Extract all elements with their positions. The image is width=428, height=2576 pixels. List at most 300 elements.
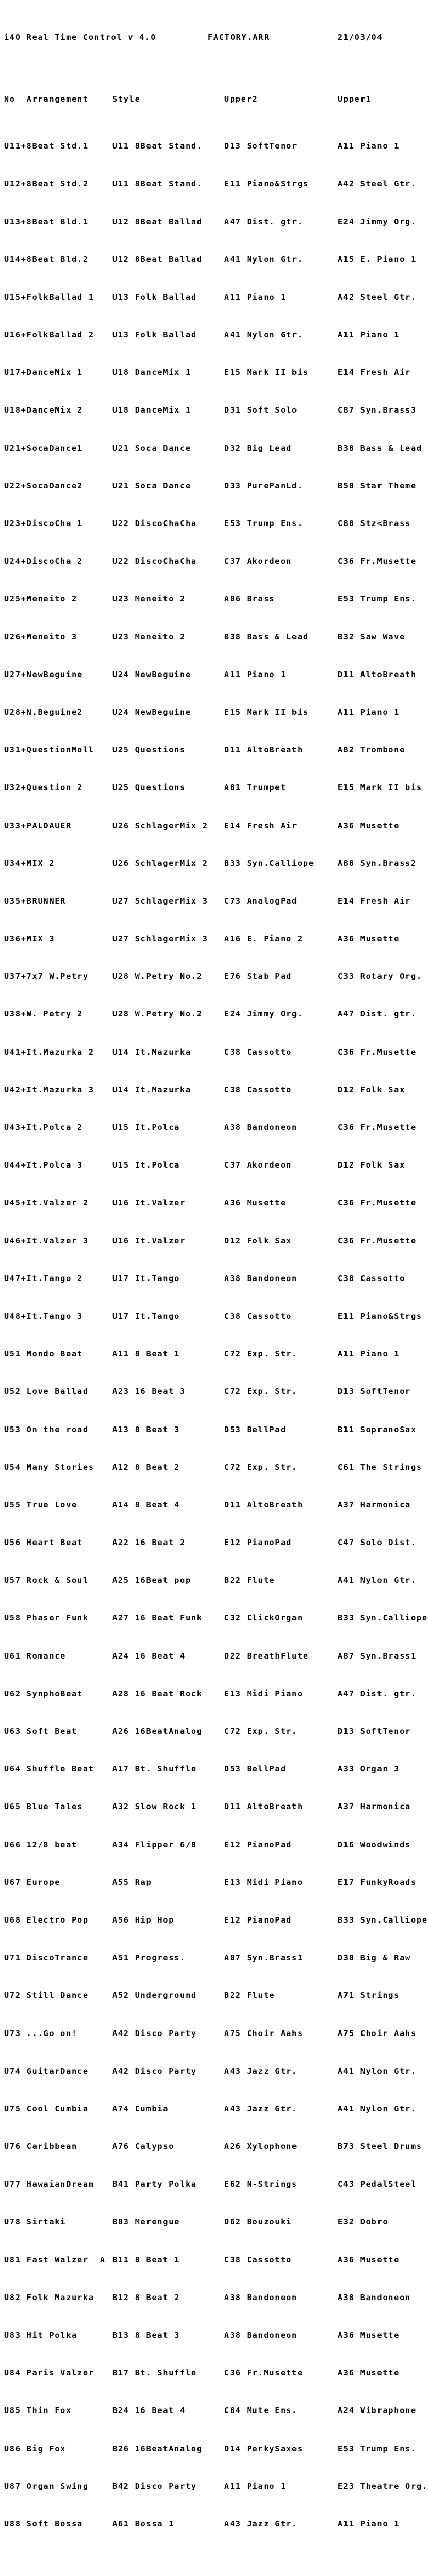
table-row xyxy=(4,708,426,717)
cell-upper2: D11 AltoBreath xyxy=(224,1802,304,1812)
cell-style: U17 It.Tango xyxy=(112,1311,180,1321)
cell-no-arrangement: U18+DanceMix 2 xyxy=(4,405,84,415)
cell-no-arrangement: U13+8Beat Bld.1 xyxy=(4,217,89,226)
table-row xyxy=(4,1274,426,1283)
cell-style: B24 16 Beat 4 xyxy=(112,2406,186,2416)
cell-upper1: A11 Piano 1 xyxy=(338,2519,400,2529)
cell-upper2: A11 Piano 1 xyxy=(224,2481,287,2491)
col-header-no-arrangement: No Arrangement xyxy=(4,94,89,104)
cell-style: U17 It.Tango xyxy=(112,1273,180,1283)
cell-style: A27 16 Beat Funk xyxy=(112,1613,203,1623)
cell-upper2: D22 BreathFlute xyxy=(224,1651,309,1661)
cell-upper2: B22 Flute xyxy=(224,1576,275,1585)
cell-style: B13 8 Beat 3 xyxy=(112,2331,180,2340)
cell-upper2: D12 Folk Sax xyxy=(224,1236,292,1245)
cell-no-arrangement: U53 On the road xyxy=(4,1424,89,1434)
table-row xyxy=(4,2066,426,2076)
cell-upper1: A88 Syn.Brass2 xyxy=(338,858,417,868)
cell-upper1: C61 The Strings xyxy=(338,1462,422,1472)
table-row xyxy=(4,556,426,566)
cell-no-arrangement: U35+BRUNNER xyxy=(4,896,67,906)
table-row xyxy=(4,2179,426,2189)
cell-style: U25 Questions xyxy=(112,745,186,755)
table-row xyxy=(4,896,426,906)
cell-no-arrangement: U61 Romance xyxy=(4,1651,67,1661)
cell-upper1: D12 Folk Sax xyxy=(338,1160,406,1170)
cell-no-arrangement: U42+It.Mazurka 3 xyxy=(4,1085,94,1094)
table-row xyxy=(4,141,426,151)
cell-upper1: A15 E. Piano 1 xyxy=(338,254,417,264)
cell-no-arrangement: U45+It.Valzer 2 xyxy=(4,1198,89,1208)
cell-upper1: E53 Trump Ens. xyxy=(338,594,417,604)
cell-style: U13 Folk Ballad xyxy=(112,292,197,302)
table-row xyxy=(4,2217,426,2226)
cell-style: U22 DiscoChaCha xyxy=(112,556,197,566)
cell-upper2: C72 Exp. Str. xyxy=(224,1727,298,1736)
cell-upper2: E53 Trump Ens. xyxy=(224,519,304,529)
cell-no-arrangement: U84 Paris Valzer xyxy=(4,2368,94,2378)
cell-upper1: C36 Fr.Musette xyxy=(338,556,417,566)
table-row xyxy=(4,255,426,264)
cell-style: U11 8Beat Stand. xyxy=(112,141,203,151)
cell-no-arrangement: U85 Thin Fox xyxy=(4,2406,72,2416)
cell-upper1: C38 Cassotto xyxy=(338,1273,406,1283)
cell-style: U28 W.Petry No.2 xyxy=(112,972,203,981)
cell-style: A34 Flipper 6/8 xyxy=(112,1840,197,1849)
cell-upper1: A36 Musette xyxy=(338,2331,400,2340)
cell-upper2: C38 Cassotto xyxy=(224,2255,292,2265)
cell-style: B26 16BeatAnalog xyxy=(112,2443,203,2453)
cell-style: A42 Disco Party xyxy=(112,2028,197,2038)
table-row xyxy=(4,1878,426,1887)
cell-no-arrangement: U87 Organ Swing xyxy=(4,2481,89,2491)
cell-no-arrangement: U76 Caribbean xyxy=(4,2142,78,2152)
cell-no-arrangement: U86 Big Fox xyxy=(4,2443,67,2453)
arrangement-table xyxy=(4,75,426,2557)
cell-upper1: D11 AltoBreath xyxy=(338,669,417,679)
cell-upper2: D11 AltoBreath xyxy=(224,1500,304,1509)
table-row xyxy=(4,1236,426,1245)
cell-upper2: E12 PianoPad xyxy=(224,1915,292,1925)
table-row xyxy=(4,1085,426,1094)
cell-no-arrangement: U57 Rock & Soul xyxy=(4,1576,89,1585)
table-row xyxy=(4,481,426,490)
cell-upper1: B11 SopranoSax xyxy=(338,1424,417,1434)
cell-no-arrangement: U71 DiscoTrance xyxy=(4,1953,89,1963)
cell-upper2: C37 Akordeon xyxy=(224,1160,292,1170)
table-row xyxy=(4,1311,426,1321)
cell-style: A76 Calypso xyxy=(112,2142,175,2152)
cell-upper1: A87 Syn.Brass1 xyxy=(338,1651,417,1661)
table-row xyxy=(4,2029,426,2038)
table-row xyxy=(4,1538,426,1547)
cell-upper1: E14 Fresh Air xyxy=(338,368,411,378)
cell-upper2: A81 Trumpet xyxy=(224,783,287,793)
cell-upper1: D13 SoftTenor xyxy=(338,1387,411,1397)
cell-no-arrangement: U14+8Beat Bld.2 xyxy=(4,254,89,264)
cell-no-arrangement: U78 Sirtaki xyxy=(4,2217,67,2227)
cell-no-arrangement: U62 SynphoBeat xyxy=(4,1688,84,1698)
cell-style: U15 It.Polca xyxy=(112,1123,180,1133)
cell-upper2: A16 E. Piano 2 xyxy=(224,934,304,944)
cell-no-arrangement: U52 Love Ballad xyxy=(4,1387,89,1397)
cell-no-arrangement: U74 GuitarDance xyxy=(4,2066,89,2076)
table-row xyxy=(4,2293,426,2302)
table-row xyxy=(4,1009,426,1019)
cell-upper2: C72 Exp. Str. xyxy=(224,1349,298,1359)
cell-upper1: D13 SoftTenor xyxy=(338,1727,411,1736)
cell-upper1: A11 Piano 1 xyxy=(338,1349,400,1359)
table-row xyxy=(4,1764,426,1774)
cell-no-arrangement: U55 True Love xyxy=(4,1500,78,1509)
cell-no-arrangement: U41+It.Mazurka 2 xyxy=(4,1047,94,1057)
cell-no-arrangement: U21+SocaDance1 xyxy=(4,443,84,453)
cell-upper2: D11 AltoBreath xyxy=(224,745,304,755)
cell-upper2: A41 Nylon Gtr. xyxy=(224,330,304,340)
table-row xyxy=(4,1915,426,1925)
cell-upper1: C43 PedalSteel xyxy=(338,2179,417,2189)
table-row xyxy=(4,745,426,754)
cell-upper1: E15 Mark II bis xyxy=(338,783,422,793)
cell-upper2: B33 Syn.Calliope xyxy=(224,858,315,868)
cell-style: U16 It.Valzer xyxy=(112,1236,186,1245)
cell-upper2: A38 Bandoneon xyxy=(224,1273,298,1283)
cell-no-arrangement: U34+MIX 2 xyxy=(4,858,55,868)
cell-style: A55 Rap xyxy=(112,1877,152,1887)
cell-upper1: B32 Saw Wave xyxy=(338,632,406,642)
cell-upper1: C33 Rotary Org. xyxy=(338,972,422,981)
cell-upper2: E11 Piano&Strgs xyxy=(224,179,309,189)
document-header xyxy=(4,32,426,42)
table-row xyxy=(4,1425,426,1434)
cell-upper1: B73 Steel Drums xyxy=(338,2142,422,2152)
cell-upper2: D32 Big Lead xyxy=(224,443,292,453)
table-row xyxy=(4,1991,426,2000)
cell-style: U15 It.Polca xyxy=(112,1160,180,1170)
cell-upper2: A36 Musette xyxy=(224,1198,287,1208)
cell-upper1: A41 Nylon Gtr. xyxy=(338,2104,417,2113)
cell-upper2: D14 PerkySaxes xyxy=(224,2443,304,2453)
cell-no-arrangement: U64 Shuffle Beat xyxy=(4,1764,94,1774)
cell-upper2: A47 Dist. gtr. xyxy=(224,217,304,226)
table-row xyxy=(4,821,426,830)
cell-upper2: A75 Choir Aahs xyxy=(224,2028,304,2038)
cell-no-arrangement: U48+It.Tango 3 xyxy=(4,1311,84,1321)
cell-upper1: E24 Jimmy Org. xyxy=(338,217,417,226)
cell-style: A51 Progress. xyxy=(112,1953,186,1963)
cell-upper1: B33 Syn.Calliope xyxy=(338,1915,428,1925)
table-row xyxy=(4,405,426,415)
cell-style: U16 It.Valzer xyxy=(112,1198,186,1208)
cell-upper1: B38 Bass & Lead xyxy=(338,443,422,453)
table-row xyxy=(4,2406,426,2415)
table-row xyxy=(4,1349,426,1358)
cell-upper1: A33 Organ 3 xyxy=(338,1764,400,1774)
cell-upper1: D12 Folk Sax xyxy=(338,1085,406,1094)
cell-style: A12 8 Beat 2 xyxy=(112,1462,180,1472)
cell-upper1: E53 Trump Ens. xyxy=(338,2443,417,2453)
cell-no-arrangement: U37+7x7 W.Petry xyxy=(4,972,89,981)
cell-upper1: E32 Dobro xyxy=(338,2217,389,2227)
table-row xyxy=(4,444,426,453)
cell-no-arrangement: U88 Soft Bossa xyxy=(4,2519,84,2529)
table-row xyxy=(4,1576,426,1585)
cell-no-arrangement: U75 Cool Cumbia xyxy=(4,2104,89,2113)
table-row xyxy=(4,783,426,792)
cell-style: A26 16BeatAnalog xyxy=(112,1727,203,1736)
cell-upper1: A36 Musette xyxy=(338,821,400,830)
cell-no-arrangement: U27+NewBeguine xyxy=(4,669,84,679)
cell-no-arrangement: U12+8Beat Std.2 xyxy=(4,179,89,189)
cell-upper2: D53 BellPad xyxy=(224,1764,287,1774)
cell-style: U18 DanceMix 1 xyxy=(112,368,192,378)
cell-upper2: A38 Bandoneon xyxy=(224,2292,298,2302)
cell-style: U14 It.Mazurka xyxy=(112,1047,192,1057)
cell-upper2: A26 Xylophone xyxy=(224,2142,298,2152)
document-date: 21/03/04 xyxy=(338,32,383,42)
cell-upper1: A42 Steel Gtr. xyxy=(338,292,417,302)
table-row xyxy=(4,1689,426,1698)
cell-no-arrangement: U44+It.Polca 3 xyxy=(4,1160,84,1170)
cell-upper1: E17 FunkyRoads xyxy=(338,1877,417,1887)
cell-style: U28 W.Petry No.2 xyxy=(112,1009,203,1019)
cell-style: U27 SchlagerMix 3 xyxy=(112,896,208,906)
cell-style: U23 Meneito 2 xyxy=(112,632,186,642)
cell-no-arrangement: U68 Electro Pop xyxy=(4,1915,89,1925)
cell-upper1: A36 Musette xyxy=(338,2368,400,2378)
cell-style: A14 8 Beat 4 xyxy=(112,1500,180,1509)
table-row xyxy=(4,368,426,377)
table-body xyxy=(4,123,426,2538)
table-row xyxy=(4,1463,426,1472)
cell-upper1: C47 Solo Dist. xyxy=(338,1538,417,1548)
cell-upper2: A86 Brass xyxy=(224,594,275,604)
cell-style: B12 8 Beat 2 xyxy=(112,2292,180,2302)
cell-upper2: E12 PianoPad xyxy=(224,1840,292,1849)
cell-style: U24 NewBeguine xyxy=(112,669,192,679)
cell-upper2: A43 Jazz Gtr. xyxy=(224,2104,298,2113)
cell-no-arrangement: U36+MIX 3 xyxy=(4,934,55,944)
table-row xyxy=(4,519,426,528)
cell-no-arrangement: U77 HawaianDream xyxy=(4,2179,94,2189)
cell-style: U27 SchlagerMix 3 xyxy=(112,934,208,944)
table-row xyxy=(4,2142,426,2151)
table-row xyxy=(4,1613,426,1622)
cell-style: U23 Meneito 2 xyxy=(112,594,186,604)
cell-upper2: C32 ClickOrgan xyxy=(224,1613,304,1623)
cell-style: U25 Questions xyxy=(112,783,186,793)
cell-upper2: C38 Cassotto xyxy=(224,1085,292,1094)
table-row xyxy=(4,1123,426,1132)
cell-upper1: E14 Fresh Air xyxy=(338,896,411,906)
cell-style: U18 DanceMix 1 xyxy=(112,405,192,415)
cell-style: U24 NewBeguine xyxy=(112,707,192,717)
cell-upper2: E13 Midi Piano xyxy=(224,1688,304,1698)
cell-upper1: A11 Piano 1 xyxy=(338,141,400,151)
cell-style: A17 Bt. Shuffle xyxy=(112,1764,197,1774)
cell-upper2: A87 Syn.Brass1 xyxy=(224,1953,304,1963)
cell-upper1: C36 Fr.Musette xyxy=(338,1047,417,1057)
cell-no-arrangement: U81 Fast Walzer A xyxy=(4,2255,106,2265)
col-header-upper2: Upper2 xyxy=(224,94,258,104)
cell-no-arrangement: U17+DanceMix 1 xyxy=(4,368,84,378)
cell-upper2: C84 Mute Ens. xyxy=(224,2406,298,2416)
cell-upper2: E13 Midi Piano xyxy=(224,1877,304,1887)
cell-style: A61 Bossa 1 xyxy=(112,2519,175,2529)
cell-upper2: B22 Flute xyxy=(224,1991,275,2000)
table-row xyxy=(4,1160,426,1170)
cell-no-arrangement: U43+It.Polca 2 xyxy=(4,1123,84,1133)
cell-no-arrangement: U65 Blue Tales xyxy=(4,1802,84,1812)
cell-style: U13 Folk Ballad xyxy=(112,330,197,340)
cell-upper1: E23 Theatre Org. xyxy=(338,2481,428,2491)
cell-upper1: B58 Star Theme xyxy=(338,481,417,490)
cell-upper1: A47 Dist. gtr. xyxy=(338,1009,417,1019)
table-row xyxy=(4,2331,426,2340)
cell-style: A42 Disco Party xyxy=(112,2066,197,2076)
cell-no-arrangement: U66 12/8 beat xyxy=(4,1840,78,1849)
cell-upper1: A36 Musette xyxy=(338,934,400,944)
cell-style: B42 Disco Party xyxy=(112,2481,197,2491)
cell-upper2: E15 Mark II bis xyxy=(224,368,309,378)
cell-style: U11 8Beat Stand. xyxy=(112,179,203,189)
cell-upper2: C36 Fr.Musette xyxy=(224,2368,304,2378)
cell-upper2: E14 Fresh Air xyxy=(224,821,298,830)
cell-no-arrangement: U15+FolkBallad 1 xyxy=(4,292,94,302)
table-row xyxy=(4,1840,426,1849)
cell-no-arrangement: U72 Still Dance xyxy=(4,1991,89,2000)
cell-no-arrangement: U23+DiscoCha 1 xyxy=(4,519,84,529)
cell-no-arrangement: U82 Folk Mazurka xyxy=(4,2292,94,2302)
table-row xyxy=(4,179,426,188)
cell-no-arrangement: U56 Heart Beat xyxy=(4,1538,84,1548)
table-row xyxy=(4,2482,426,2491)
cell-upper2: E15 Mark II bis xyxy=(224,707,309,717)
col-header-upper1: Upper1 xyxy=(338,94,372,104)
table-row xyxy=(4,670,426,679)
cell-no-arrangement: U26+Meneito 3 xyxy=(4,632,78,642)
table-row xyxy=(4,632,426,642)
cell-upper1: C36 Fr.Musette xyxy=(338,1123,417,1133)
cell-no-arrangement: U47+It.Tango 2 xyxy=(4,1273,84,1283)
cell-style: U22 DiscoChaCha xyxy=(112,519,197,529)
cell-upper1: A42 Steel Gtr. xyxy=(338,179,417,189)
cell-style: B41 Party Polka xyxy=(112,2179,197,2189)
cell-upper1: A11 Piano 1 xyxy=(338,330,400,340)
cell-no-arrangement: U28+N.Beguine2 xyxy=(4,707,84,717)
cell-style: A24 16 Beat 4 xyxy=(112,1651,186,1661)
cell-upper2: C38 Cassotto xyxy=(224,1047,292,1057)
cell-upper1: A71 Strings xyxy=(338,1991,400,2000)
cell-upper2: A38 Bandoneon xyxy=(224,1123,298,1133)
cell-upper2: A41 Nylon Gtr. xyxy=(224,254,304,264)
file-name: FACTORY.ARR xyxy=(208,32,270,42)
table-row xyxy=(4,330,426,339)
cell-upper2: A11 Piano 1 xyxy=(224,292,287,302)
cell-upper2: C37 Akordeon xyxy=(224,556,292,566)
cell-style: A56 Hip Hop xyxy=(112,1915,175,1925)
cell-no-arrangement: U58 Phaser Funk xyxy=(4,1613,89,1623)
cell-no-arrangement: U38+W. Petry 2 xyxy=(4,1009,84,1019)
cell-style: U26 SchlagerMix 2 xyxy=(112,821,208,830)
cell-no-arrangement: U33+PALDAUER xyxy=(4,821,72,830)
cell-upper2: D62 Bouzouki xyxy=(224,2217,292,2227)
table-row xyxy=(4,1387,426,1396)
cell-style: U12 8Beat Ballad xyxy=(112,254,203,264)
cell-upper1: A37 Harmonica xyxy=(338,1802,411,1812)
table-row xyxy=(4,859,426,868)
table-row xyxy=(4,2104,426,2113)
cell-no-arrangement: U73 ...Go on! xyxy=(4,2028,78,2038)
col-header-style: Style xyxy=(112,94,141,104)
cell-upper1: E11 Piano&Strgs xyxy=(338,1311,422,1321)
cell-upper1: C88 Stz<Brass xyxy=(338,519,411,529)
cell-upper1: A75 Choir Aahs xyxy=(338,2028,417,2038)
cell-style: U12 8Beat Ballad xyxy=(112,217,203,226)
cell-no-arrangement: U51 Mondo Beat xyxy=(4,1349,84,1359)
cell-upper1: A37 Harmonica xyxy=(338,1500,411,1509)
cell-no-arrangement: U31+QuestionMoll xyxy=(4,745,94,755)
cell-style: U14 It.Mazurka xyxy=(112,1085,192,1094)
cell-style: B83 Merengue xyxy=(112,2217,180,2227)
cell-style: A32 Slow Rock 1 xyxy=(112,1802,197,1812)
cell-style: U21 Soca Dance xyxy=(112,443,192,453)
cell-style: A23 16 Beat 3 xyxy=(112,1387,186,1397)
cell-upper1: A36 Musette xyxy=(338,2255,400,2265)
cell-upper1: C36 Fr.Musette xyxy=(338,1236,417,1245)
cell-no-arrangement: U54 Many Stories xyxy=(4,1462,94,1472)
cell-style: B11 8 Beat 1 xyxy=(112,2255,180,2265)
cell-upper2: A38 Bandoneon xyxy=(224,2331,298,2340)
cell-upper2: D13 SoftTenor xyxy=(224,141,298,151)
table-row xyxy=(4,217,426,226)
table-row xyxy=(4,2444,426,2453)
cell-no-arrangement: U32+Question 2 xyxy=(4,783,84,793)
cell-upper1: D38 Big & Raw xyxy=(338,1953,411,1963)
cell-upper1: A82 Trombone xyxy=(338,745,406,755)
cell-upper2: B38 Bass & Lead xyxy=(224,632,309,642)
cell-upper2: D53 BellPad xyxy=(224,1424,287,1434)
cell-upper1: A38 Bandoneon xyxy=(338,2292,411,2302)
cell-style: A22 16 Beat 2 xyxy=(112,1538,186,1548)
cell-no-arrangement: U63 Soft Beat xyxy=(4,1727,78,1736)
cell-no-arrangement: U67 Europe xyxy=(4,1877,61,1887)
table-row xyxy=(4,2368,426,2377)
table-row xyxy=(4,1198,426,1207)
cell-no-arrangement: U83 Hit Polka xyxy=(4,2331,78,2340)
cell-no-arrangement: U24+DiscoCha 2 xyxy=(4,556,84,566)
table-row xyxy=(4,1651,426,1661)
cell-upper2: D33 PurePanLd. xyxy=(224,481,304,490)
cell-upper1: A47 Dist. gtr. xyxy=(338,1688,417,1698)
cell-upper1: A24 Vibraphone xyxy=(338,2406,417,2416)
cell-style: U21 Soca Dance xyxy=(112,481,192,490)
cell-upper2: E12 PianoPad xyxy=(224,1538,292,1548)
table-row xyxy=(4,292,426,302)
cell-no-arrangement: U22+SocaDance2 xyxy=(4,481,84,490)
table-row xyxy=(4,972,426,981)
cell-style: B17 Bt. Shuffle xyxy=(112,2368,197,2378)
cell-no-arrangement: U25+Meneito 2 xyxy=(4,594,78,604)
cell-no-arrangement: U46+It.Valzer 3 xyxy=(4,1236,89,1245)
cell-upper2: E24 Jimmy Org. xyxy=(224,1009,304,1019)
cell-style: U26 SchlagerMix 2 xyxy=(112,858,208,868)
table-row xyxy=(4,1047,426,1057)
cell-upper1: A11 Piano 1 xyxy=(338,707,400,717)
table-row xyxy=(4,1500,426,1509)
cell-upper1: D16 Woodwinds xyxy=(338,1840,411,1849)
cell-style: A74 Cumbia xyxy=(112,2104,169,2113)
